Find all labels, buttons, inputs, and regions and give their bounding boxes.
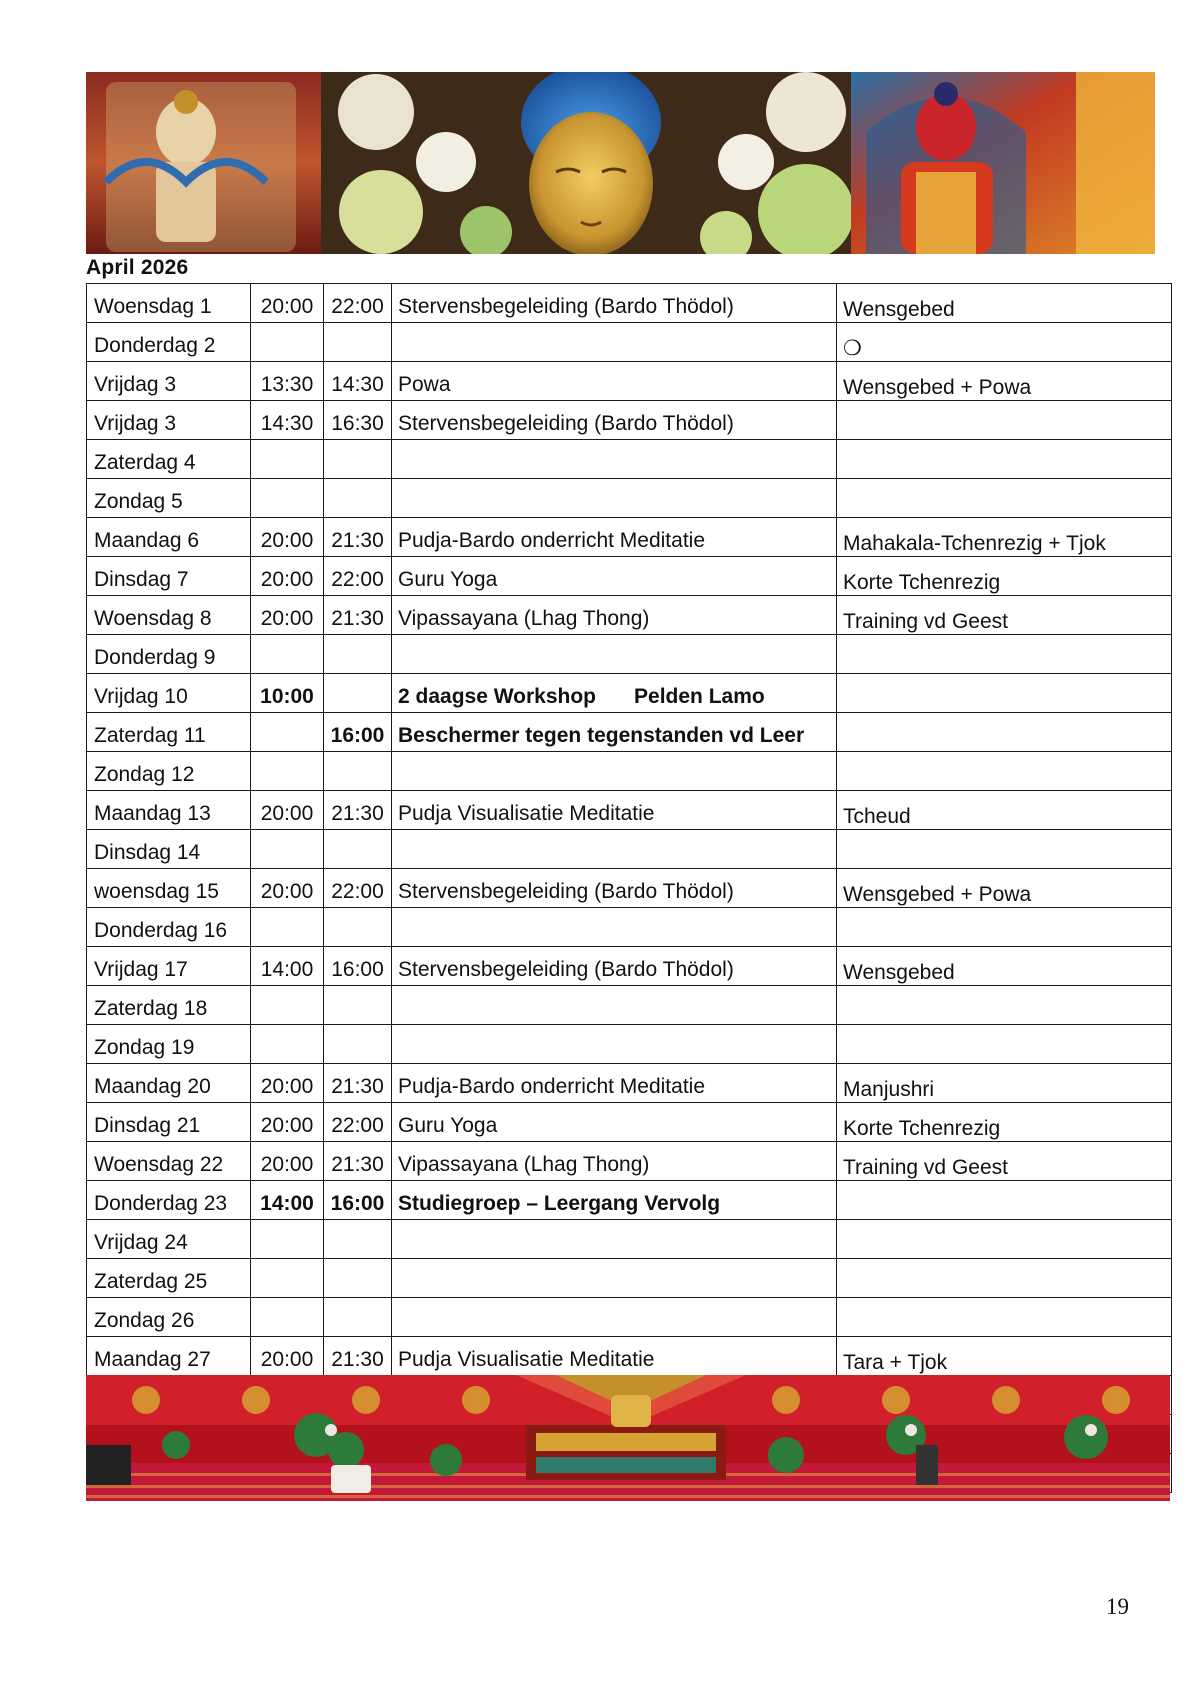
end-time-cell — [324, 791, 392, 830]
table-row — [87, 518, 1172, 557]
note-cell — [837, 518, 1172, 557]
day-cell-text: Zaterdag 18 — [94, 997, 208, 1020]
end-time-cell-text: 16:30 — [331, 412, 384, 435]
note-cell-text: Manjushri — [843, 1078, 935, 1101]
note-cell — [837, 284, 1172, 323]
activity-cell-text: Stervensbegeleiding (Bardo Thödol) — [398, 880, 734, 903]
table-row — [87, 323, 1172, 362]
schedule-table — [86, 283, 1172, 1493]
end-time-cell — [324, 362, 392, 401]
note-cell-text: Training vd Geest — [843, 610, 1008, 633]
day-cell — [87, 479, 251, 518]
end-time-cell-text: 22:00 — [331, 568, 384, 591]
end-time-cell-text: 16:00 — [330, 1192, 385, 1215]
day-cell — [87, 791, 251, 830]
activity-cell — [392, 1220, 837, 1259]
table-row — [87, 1298, 1172, 1337]
altar-room-illustration — [86, 1375, 1170, 1501]
start-time-cell-text: 14:30 — [260, 412, 314, 435]
note-cell — [837, 596, 1172, 635]
start-time-cell — [251, 869, 324, 908]
table-row — [87, 1220, 1172, 1259]
activity-cell — [392, 1298, 837, 1337]
note-cell — [837, 752, 1172, 791]
table-row — [87, 713, 1172, 752]
activity-cell — [392, 1337, 837, 1376]
table-row — [87, 1103, 1172, 1142]
start-time-cell — [251, 1103, 324, 1142]
note-cell-text: Korte Tchenrezig — [843, 1117, 1001, 1140]
footer-banner-image — [86, 1375, 1170, 1501]
day-cell — [87, 323, 251, 362]
end-time-cell — [324, 1220, 392, 1259]
activity-cell-text: 2 daagse Workshop — [398, 685, 597, 708]
note-cell-text: ❍ — [843, 337, 862, 360]
note-cell — [837, 323, 1172, 362]
table-row — [87, 830, 1172, 869]
end-time-cell-text: 21:30 — [331, 1348, 384, 1371]
end-time-cell — [324, 908, 392, 947]
activity-cell — [392, 908, 837, 947]
table-row — [87, 674, 1172, 713]
day-cell-text: Zaterdag 4 — [94, 451, 196, 474]
table-row — [87, 284, 1172, 323]
note-cell — [837, 1025, 1172, 1064]
activity-cell — [392, 1025, 837, 1064]
activity-cell — [392, 869, 837, 908]
activity-teacher-text: Pelden Lamo — [634, 685, 765, 708]
day-cell — [87, 284, 251, 323]
activity-cell — [392, 1142, 837, 1181]
note-cell-text: Training vd Geest — [843, 1156, 1008, 1179]
activity-cell-text: Pudja Visualisatie Meditatie — [398, 1348, 655, 1371]
start-time-cell — [251, 908, 324, 947]
day-cell — [87, 518, 251, 557]
day-cell-text: Woensdag 1 — [94, 295, 212, 318]
start-time-cell-text: 20:00 — [260, 1348, 314, 1371]
day-cell-text: Vrijdag 3 — [94, 412, 177, 435]
day-cell-text: Dinsdag 21 — [94, 1114, 201, 1137]
note-cell — [837, 947, 1172, 986]
activity-cell-text: Guru Yoga — [398, 1114, 498, 1137]
table-row — [87, 1259, 1172, 1298]
table-row — [87, 791, 1172, 830]
start-time-cell — [251, 1259, 324, 1298]
start-time-cell-text: 10:00 — [260, 685, 314, 708]
activity-cell-text: Vipassayana (Lhag Thong) — [398, 1153, 650, 1176]
table-row — [87, 947, 1172, 986]
activity-cell — [392, 362, 837, 401]
start-time-cell — [251, 674, 324, 713]
note-cell-text: Wensgebed — [843, 961, 955, 984]
activity-cell — [392, 947, 837, 986]
start-time-cell-text: 20:00 — [260, 607, 314, 630]
start-time-cell — [251, 440, 324, 479]
start-time-cell — [251, 986, 324, 1025]
day-cell-text: Zondag 5 — [94, 490, 183, 513]
start-time-cell — [251, 947, 324, 986]
note-cell — [837, 830, 1172, 869]
end-time-cell — [324, 830, 392, 869]
end-time-cell — [324, 752, 392, 791]
end-time-cell — [324, 1103, 392, 1142]
day-cell — [87, 1025, 251, 1064]
day-cell — [87, 713, 251, 752]
note-cell — [837, 908, 1172, 947]
day-cell-text: woensdag 15 — [94, 880, 219, 903]
table-row — [87, 752, 1172, 791]
end-time-cell — [324, 596, 392, 635]
day-cell-text: Vrijdag 17 — [94, 958, 188, 981]
activity-cell — [392, 596, 837, 635]
activity-cell — [392, 401, 837, 440]
day-cell — [87, 440, 251, 479]
activity-cell-text: Studiegroep – Leergang Vervolg — [398, 1192, 721, 1215]
day-cell — [87, 596, 251, 635]
end-time-cell — [324, 518, 392, 557]
table-row — [87, 1025, 1172, 1064]
activity-cell-text: Stervensbegeleiding (Bardo Thödol) — [398, 958, 734, 981]
activity-cell — [392, 674, 837, 713]
end-time-cell — [324, 479, 392, 518]
end-time-cell-text: 22:00 — [331, 1114, 384, 1137]
activity-cell-text: Stervensbegeleiding (Bardo Thödol) — [398, 412, 734, 435]
day-cell-text: Donderdag 9 — [94, 646, 216, 669]
activity-cell — [392, 557, 837, 596]
start-time-cell-text: 14:00 — [260, 958, 314, 981]
note-cell-text: Tcheud — [843, 805, 911, 828]
note-cell — [837, 401, 1172, 440]
day-cell-text: Donderdag 2 — [94, 334, 216, 357]
start-time-cell — [251, 1220, 324, 1259]
day-cell — [87, 1181, 251, 1220]
day-cell-text: Woensdag 8 — [94, 607, 212, 630]
end-time-cell — [324, 284, 392, 323]
end-time-cell — [324, 557, 392, 596]
end-time-cell-text: 16:00 — [330, 724, 385, 747]
table-row — [87, 596, 1172, 635]
table-row — [87, 1181, 1172, 1220]
day-cell — [87, 674, 251, 713]
end-time-cell — [324, 440, 392, 479]
day-cell-text: Zaterdag 25 — [94, 1270, 208, 1293]
start-time-cell — [251, 362, 324, 401]
end-time-cell — [324, 1181, 392, 1220]
table-row — [87, 1064, 1172, 1103]
start-time-cell — [251, 596, 324, 635]
start-time-cell-text: 14:00 — [260, 1192, 314, 1215]
day-cell-text: Vrijdag 24 — [94, 1231, 188, 1254]
end-time-cell-text: 22:00 — [331, 880, 384, 903]
start-time-cell — [251, 323, 324, 362]
activity-cell — [392, 791, 837, 830]
start-time-cell-text: 13:30 — [260, 373, 314, 396]
start-time-cell-text: 20:00 — [260, 295, 314, 318]
end-time-cell — [324, 869, 392, 908]
day-cell-text: Maandag 13 — [94, 802, 211, 825]
start-time-cell — [251, 635, 324, 674]
end-time-cell — [324, 1298, 392, 1337]
day-cell — [87, 1142, 251, 1181]
day-cell — [87, 752, 251, 791]
note-cell — [837, 713, 1172, 752]
day-cell-text: Donderdag 23 — [94, 1192, 228, 1215]
activity-cell — [392, 518, 837, 557]
end-time-cell-text: 21:30 — [331, 1075, 384, 1098]
end-time-cell — [324, 674, 392, 713]
note-cell — [837, 791, 1172, 830]
end-time-cell — [324, 401, 392, 440]
activity-cell-text: Pudja-Bardo onderricht Meditatie — [398, 529, 706, 552]
buddha-altar-illustration — [86, 72, 1155, 254]
day-cell-text: Zaterdag 11 — [94, 724, 206, 747]
table-row — [87, 479, 1172, 518]
note-cell — [837, 362, 1172, 401]
table-row — [87, 986, 1172, 1025]
note-cell — [837, 1064, 1172, 1103]
day-cell — [87, 1103, 251, 1142]
table-row — [87, 440, 1172, 479]
end-time-cell-text: 16:00 — [331, 958, 384, 981]
note-cell — [837, 635, 1172, 674]
note-cell-text: Wensgebed + Powa — [843, 883, 1032, 906]
end-time-cell — [324, 713, 392, 752]
day-cell — [87, 1337, 251, 1376]
note-cell-text: Wensgebed + Powa — [843, 376, 1032, 399]
activity-cell — [392, 1103, 837, 1142]
end-time-cell — [324, 1142, 392, 1181]
start-time-cell — [251, 791, 324, 830]
start-time-cell — [251, 713, 324, 752]
activity-cell — [392, 713, 837, 752]
day-cell — [87, 986, 251, 1025]
day-cell — [87, 557, 251, 596]
table-row — [87, 1142, 1172, 1181]
note-cell — [837, 1259, 1172, 1298]
table-row — [87, 362, 1172, 401]
end-time-cell-text: 21:30 — [331, 529, 384, 552]
schedule-body — [87, 284, 1172, 1493]
day-cell — [87, 362, 251, 401]
day-cell-text: Dinsdag 7 — [94, 568, 189, 591]
table-row — [87, 635, 1172, 674]
day-cell — [87, 1259, 251, 1298]
end-time-cell — [324, 1259, 392, 1298]
end-time-cell-text: 22:00 — [331, 295, 384, 318]
activity-cell — [392, 1259, 837, 1298]
activity-cell — [392, 752, 837, 791]
end-time-cell — [324, 947, 392, 986]
day-cell-text: Maandag 20 — [94, 1075, 211, 1098]
activity-cell-text: Vipassayana (Lhag Thong) — [398, 607, 650, 630]
end-time-cell — [324, 986, 392, 1025]
day-cell-text: Zondag 12 — [94, 763, 195, 786]
table-row — [87, 908, 1172, 947]
start-time-cell-text: 20:00 — [260, 1153, 314, 1176]
day-cell-text: Vrijdag 3 — [94, 373, 177, 396]
start-time-cell — [251, 557, 324, 596]
start-time-cell-text: 20:00 — [260, 568, 314, 591]
day-cell-text: Maandag 27 — [94, 1348, 211, 1371]
day-cell — [87, 908, 251, 947]
end-time-cell — [324, 1064, 392, 1103]
activity-cell-text: Pudja Visualisatie Meditatie — [398, 802, 655, 825]
activity-cell — [392, 1181, 837, 1220]
activity-cell-text: Pudja-Bardo onderricht Meditatie — [398, 1075, 706, 1098]
start-time-cell — [251, 1064, 324, 1103]
start-time-cell-text: 20:00 — [260, 1114, 314, 1137]
activity-cell — [392, 986, 837, 1025]
note-cell — [837, 440, 1172, 479]
note-cell — [837, 557, 1172, 596]
start-time-cell-text: 20:00 — [260, 1075, 314, 1098]
activity-cell — [392, 440, 837, 479]
day-cell-text: Woensdag 22 — [94, 1153, 224, 1176]
start-time-cell — [251, 1181, 324, 1220]
activity-cell — [392, 284, 837, 323]
activity-cell — [392, 323, 837, 362]
day-cell-text: Donderdag 16 — [94, 919, 228, 942]
end-time-cell-text: 21:30 — [331, 607, 384, 630]
note-cell — [837, 1337, 1172, 1376]
note-cell — [837, 479, 1172, 518]
note-cell — [837, 1220, 1172, 1259]
start-time-cell — [251, 1142, 324, 1181]
note-cell — [837, 986, 1172, 1025]
day-cell-text: Zondag 19 — [94, 1036, 195, 1059]
end-time-cell-text: 21:30 — [331, 1153, 384, 1176]
day-cell — [87, 635, 251, 674]
note-cell — [837, 1142, 1172, 1181]
end-time-cell-text: 14:30 — [331, 373, 384, 396]
start-time-cell — [251, 518, 324, 557]
day-cell-text: Vrijdag 10 — [94, 685, 188, 708]
note-cell — [837, 1103, 1172, 1142]
end-time-cell — [324, 1025, 392, 1064]
start-time-cell-text: 20:00 — [260, 802, 314, 825]
activity-cell — [392, 1064, 837, 1103]
start-time-cell — [251, 479, 324, 518]
start-time-cell — [251, 284, 324, 323]
day-cell — [87, 947, 251, 986]
end-time-cell-text: 21:30 — [331, 802, 384, 825]
activity-cell-text: Beschermer tegen tegenstanden vd Leer — [398, 724, 805, 747]
start-time-cell — [251, 1337, 324, 1376]
table-row — [87, 1337, 1172, 1376]
activity-cell — [392, 830, 837, 869]
table-row — [87, 557, 1172, 596]
note-cell — [837, 1298, 1172, 1337]
note-cell — [837, 869, 1172, 908]
day-cell — [87, 1064, 251, 1103]
activity-cell — [392, 635, 837, 674]
end-time-cell — [324, 1337, 392, 1376]
note-cell — [837, 1181, 1172, 1220]
start-time-cell-text: 20:00 — [260, 880, 314, 903]
page-number: 19 — [1106, 1594, 1129, 1619]
note-cell-text: Tara + Tjok — [843, 1351, 948, 1374]
day-cell-text: Dinsdag 14 — [94, 841, 201, 864]
day-cell — [87, 869, 251, 908]
activity-cell — [392, 479, 837, 518]
table-row — [87, 869, 1172, 908]
start-time-cell — [251, 830, 324, 869]
start-time-cell — [251, 401, 324, 440]
note-cell-text: Mahakala-Tchenrezig + Tjok — [843, 532, 1106, 555]
end-time-cell — [324, 635, 392, 674]
month-title: April 2026 — [86, 256, 189, 279]
start-time-cell — [251, 752, 324, 791]
header-banner-image — [86, 72, 1155, 254]
note-cell-text: Korte Tchenrezig — [843, 571, 1001, 594]
start-time-cell — [251, 1025, 324, 1064]
day-cell — [87, 830, 251, 869]
day-cell — [87, 1220, 251, 1259]
start-time-cell — [251, 1298, 324, 1337]
day-cell — [87, 401, 251, 440]
activity-cell-text: Powa — [398, 373, 451, 396]
day-cell-text: Zondag 26 — [94, 1309, 195, 1332]
start-time-cell-text: 20:00 — [260, 529, 314, 552]
note-cell — [837, 674, 1172, 713]
end-time-cell — [324, 323, 392, 362]
activity-cell-text: Stervensbegeleiding (Bardo Thödol) — [398, 295, 734, 318]
table-row — [87, 401, 1172, 440]
day-cell — [87, 1298, 251, 1337]
day-cell-text: Maandag 6 — [94, 529, 200, 552]
activity-cell-text: Guru Yoga — [398, 568, 498, 591]
note-cell-text: Wensgebed — [843, 298, 955, 321]
